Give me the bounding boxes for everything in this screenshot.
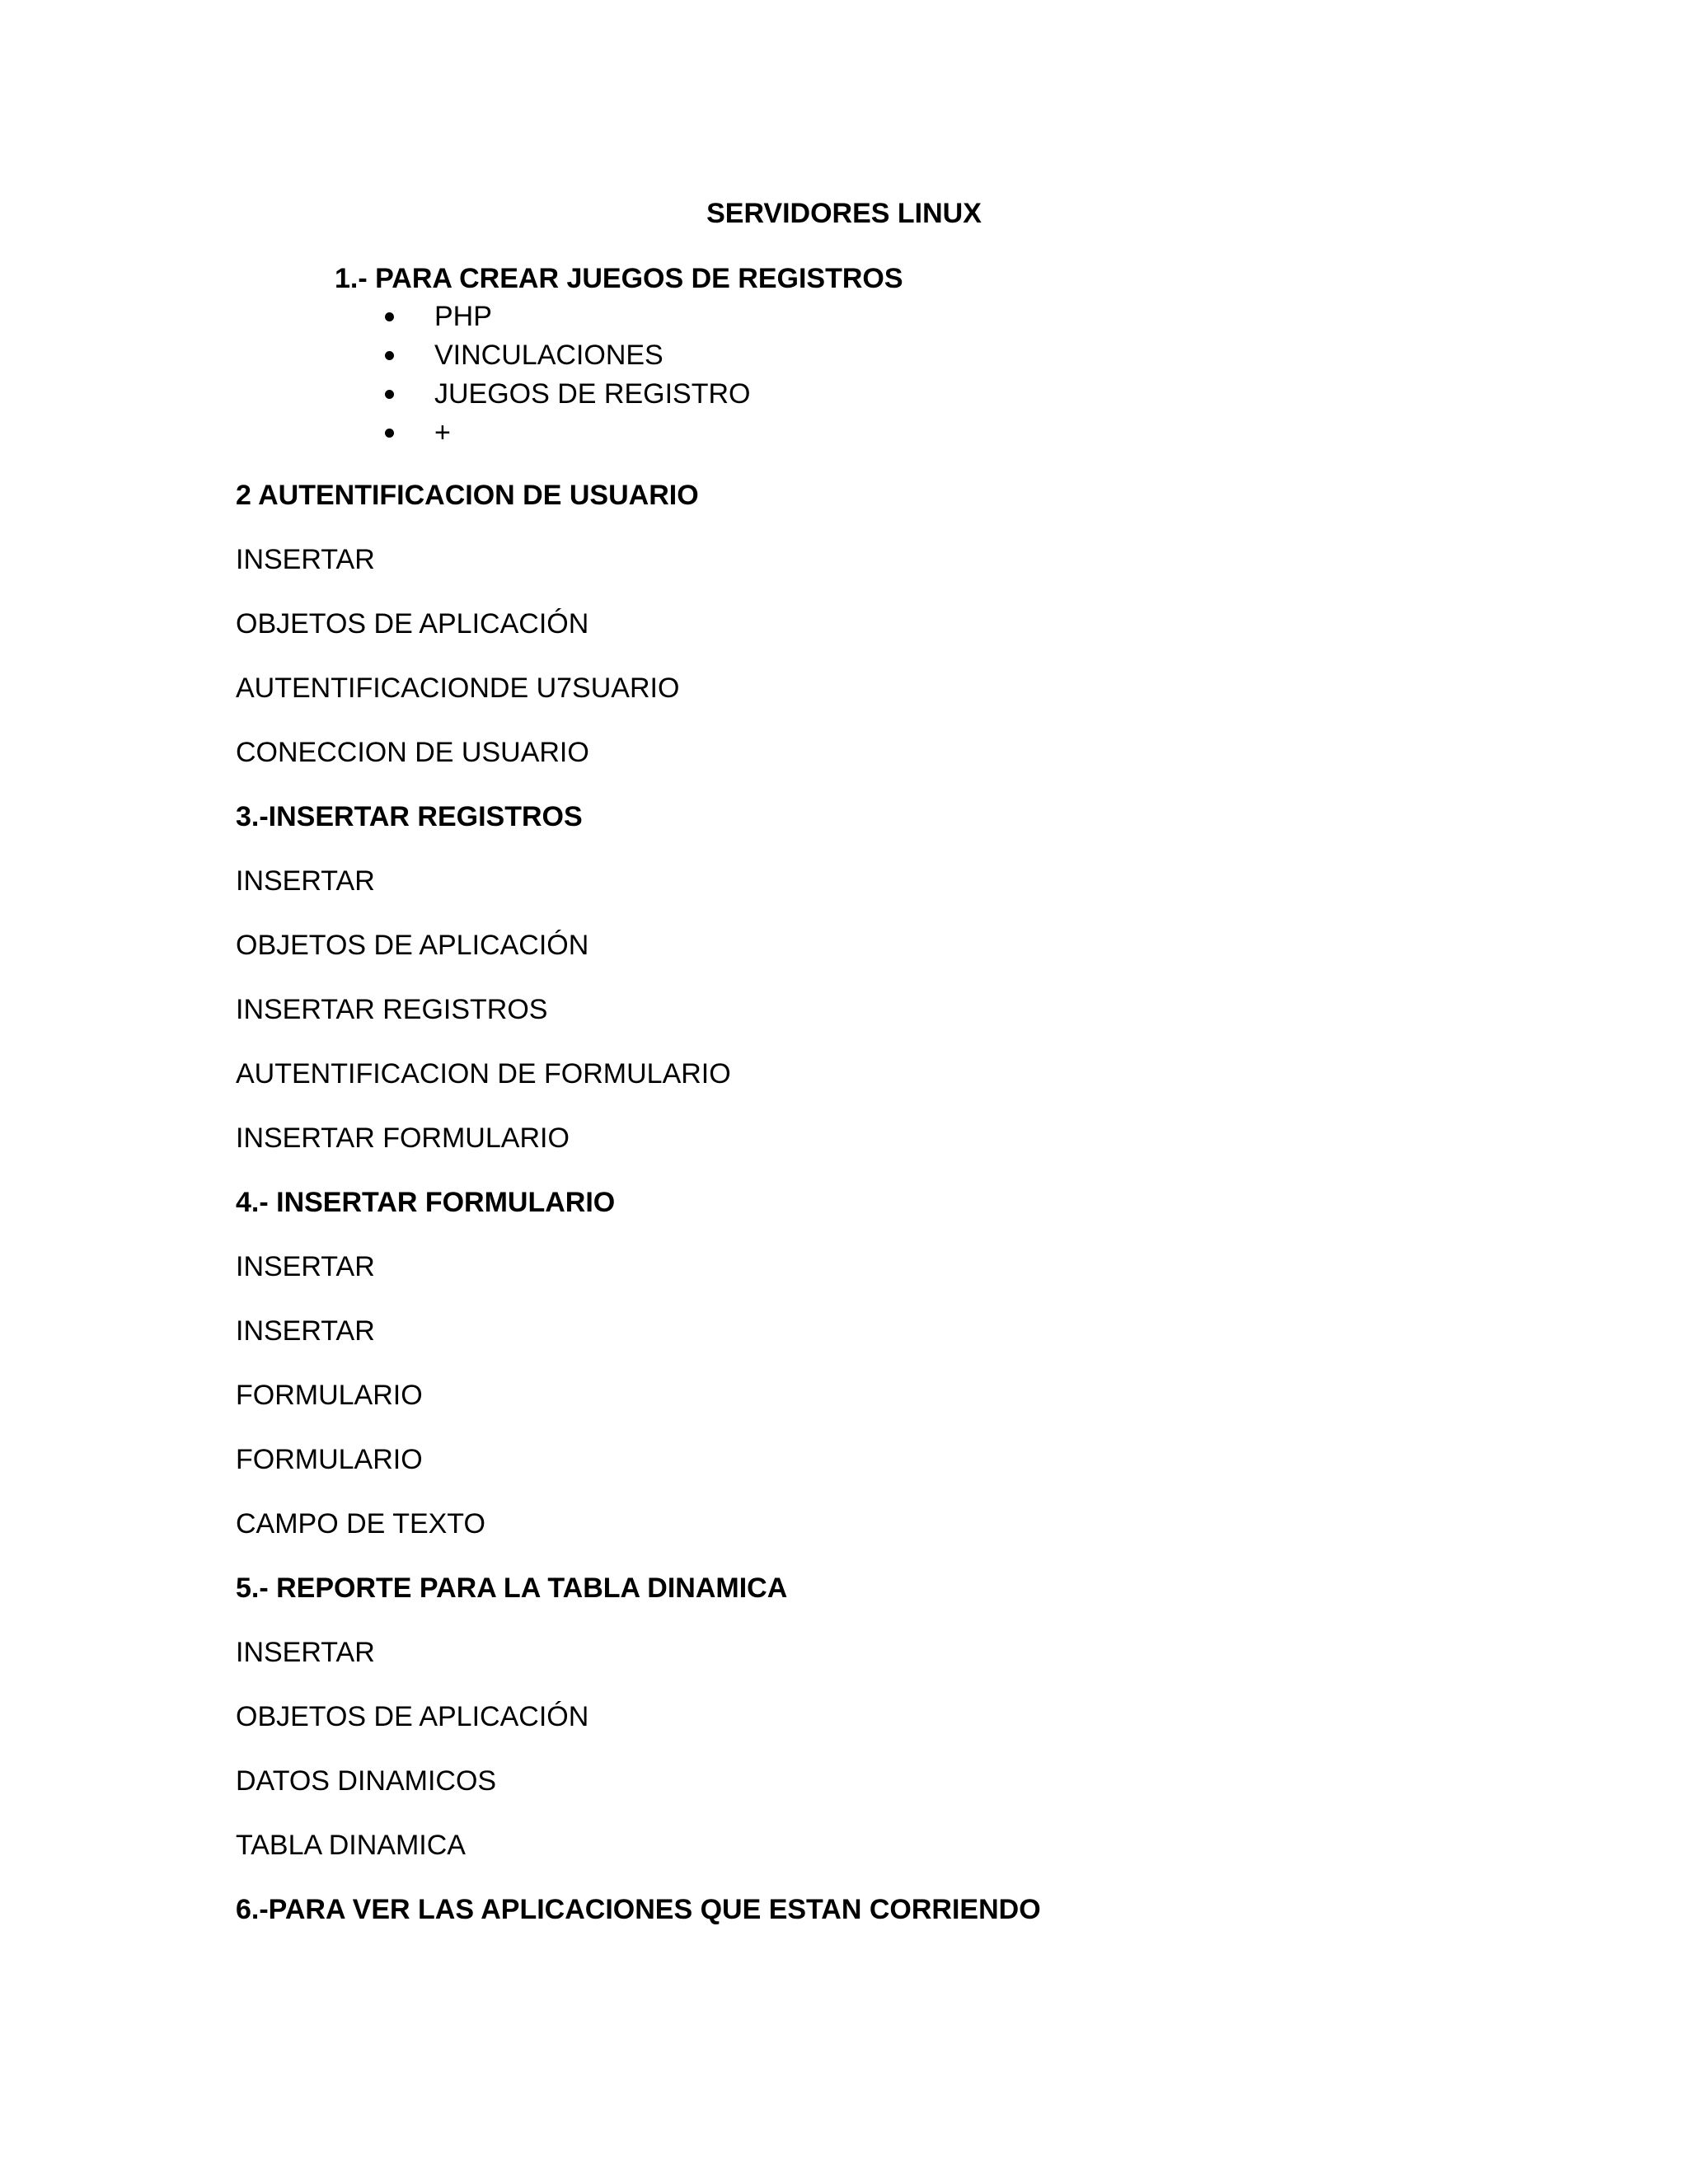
text-line: FORMULARIO <box>236 1380 423 1411</box>
text-line: INSERTAR <box>236 865 375 897</box>
text-line: FORMULARIO <box>236 1444 423 1475</box>
text-line: INSERTAR <box>236 1251 375 1282</box>
text-line: TABLA DINAMICA <box>236 1830 466 1861</box>
section-heading: 5.- REPORTE PARA LA TABLA DINAMICA <box>236 1572 788 1604</box>
text-line: OBJETOS DE APLICACIÓN <box>236 930 589 961</box>
bullet-text: JUEGOS DE REGISTRO <box>434 378 751 410</box>
section-1-heading: 1.- PARA CREAR JUEGOS DE REGISTROS <box>335 263 903 294</box>
bullet-dot-icon <box>385 312 394 321</box>
text-line: INSERTAR FORMULARIO <box>236 1122 570 1154</box>
text-line: CAMPO DE TEXTO <box>236 1508 485 1540</box>
text-line: INSERTAR <box>236 1637 375 1668</box>
document-title: SERVIDORES LINUX <box>706 198 982 229</box>
text-line: INSERTAR <box>236 544 375 575</box>
text-line: AUTENTIFICACIONDE U7SUARIO <box>236 673 680 704</box>
text-line: CONECCION DE USUARIO <box>236 737 589 768</box>
text-line: INSERTAR <box>236 1315 375 1347</box>
text-line: INSERTAR REGISTROS <box>236 994 548 1025</box>
text-line: AUTENTIFICACION DE FORMULARIO <box>236 1058 731 1090</box>
section-heading: 4.- INSERTAR FORMULARIO <box>236 1187 616 1218</box>
text-line: DATOS DINAMICOS <box>236 1765 497 1797</box>
section-heading: 3.-INSERTAR REGISTROS <box>236 801 583 832</box>
bullet-dot-icon <box>385 429 394 438</box>
section-heading: 2 AUTENTIFICACION DE USUARIO <box>236 480 699 511</box>
text-line: OBJETOS DE APLICACIÓN <box>236 608 589 640</box>
bullet-dot-icon <box>385 351 394 360</box>
bullet-dot-icon <box>385 390 394 399</box>
bullet-text: VINCULACIONES <box>434 340 663 371</box>
section-heading: 6.-PARA VER LAS APLICACIONES QUE ESTAN CORRIENDO <box>236 1894 1041 1925</box>
bullet-text: PHP <box>434 301 492 332</box>
text-line: OBJETOS DE APLICACIÓN <box>236 1701 589 1732</box>
bullet-text: + <box>434 417 451 448</box>
